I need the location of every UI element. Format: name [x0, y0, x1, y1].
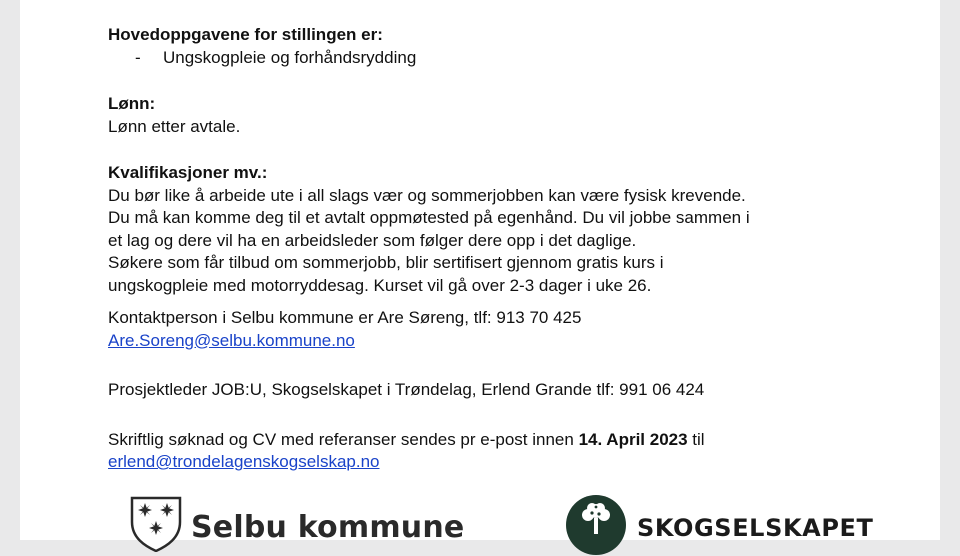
qualifications-line: Du må kan komme deg til et avtalt oppmøtested på egenhånd. Du vil jobbe sammen i	[108, 208, 750, 227]
selbu-shield-icon	[129, 496, 183, 552]
footer-logos	[0, 490, 960, 545]
tree-icon	[565, 494, 627, 556]
salary-text: Lønn etter avtale.	[108, 116, 241, 136]
application-text-after: til	[687, 429, 705, 449]
application-text-before: Skriftlig søknad og CV med referanser sendes pr e-post innen	[108, 429, 579, 449]
qualifications-heading: Kvalifikasjoner mv.:	[108, 163, 268, 182]
contact-email-link[interactable]: Are.Soreng@selbu.kommune.no	[108, 330, 355, 350]
qualifications-line: Du bør like å arbeide ute i all slags vær og sommerjobben kan være fysisk krevende.	[108, 185, 746, 205]
application-deadline: 14. April 2023	[578, 429, 688, 449]
application-section	[108, 429, 828, 474]
qualifications-line: et lag og dere vil ha en arbeidsleder som følger dere opp i det daglige.	[108, 230, 637, 250]
qualifications-line: Søkere som får tilbud om sommerjobb, blir sertifisert gjennom gratis kurs i	[108, 253, 664, 272]
salary-heading: Lønn:	[108, 94, 156, 113]
project-lead-text: Prosjektleder JOB:U, Skogselskapet i Trøndelag, Erlend Grande tlf: 991 06 424	[108, 380, 705, 399]
qualifications-section	[108, 162, 828, 297]
duties-section	[108, 24, 828, 69]
application-email-link[interactable]: erlend@trondelagenskogselskap.no	[108, 452, 380, 471]
list-item	[108, 47, 828, 70]
selbu-kommune-logo	[129, 496, 464, 552]
project-lead-section	[108, 379, 828, 402]
qualifications-line: ungskogpleie med motorryddesag. Kurset vil gå over 2-3 dager i uke 26.	[108, 275, 652, 295]
salary-section	[108, 93, 828, 138]
selbu-logo-text: Selbu kommune	[191, 510, 465, 545]
duties-heading: Hovedoppgavene for stillingen er:	[108, 25, 383, 44]
skogselskapet-logo	[565, 494, 874, 556]
contact-section	[108, 307, 828, 352]
document-body	[108, 0, 828, 474]
list-item-text: Ungskogpleie og forhåndsrydding	[163, 47, 417, 67]
skogselskapet-logo-text: SKOGSELSKAPET	[637, 514, 874, 542]
application-text	[108, 429, 828, 452]
list-bullet: -	[135, 47, 141, 67]
contact-text: Kontaktperson i Selbu kommune er Are Søreng, tlf: 913 70 425	[108, 308, 582, 327]
